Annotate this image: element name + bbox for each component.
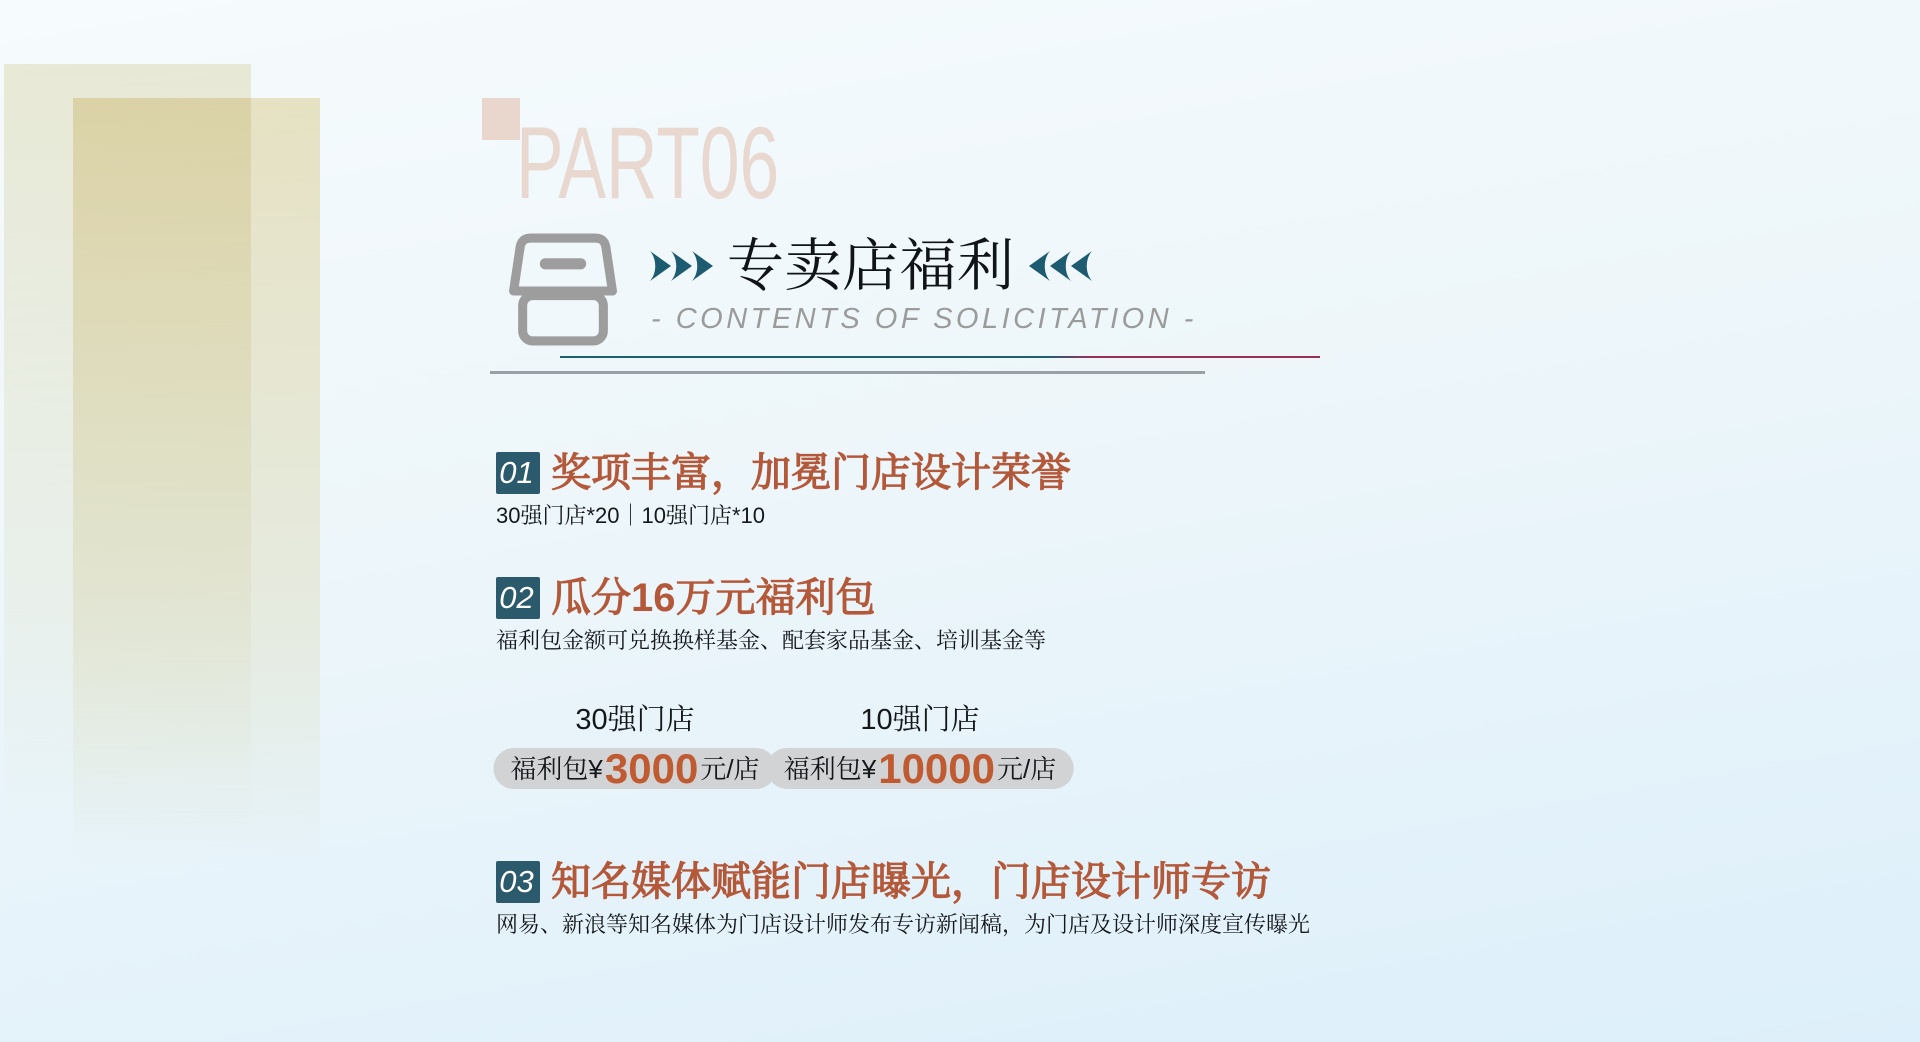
- package-top10: [767, 703, 1074, 792]
- section-02-desc: 福利包金额可兑换换样基金、配套家品基金、培训基金等: [496, 628, 1047, 653]
- section-01-desc: 30强门店*20｜10强门店*10: [496, 503, 766, 528]
- decor-rect-right: [73, 98, 320, 868]
- package-top30-suffix: 元/店: [700, 753, 760, 784]
- page-subtitle: - CONTENTS OF SOLICITATION -: [651, 303, 1197, 335]
- package-top30-pill: [493, 744, 776, 792]
- section-03-heading: 知名媒体赋能门店曝光，门店设计师专访: [551, 860, 1271, 904]
- part-number: PART06: [516, 106, 780, 220]
- section-01-heading: 奖项丰富，加冕门店设计荣誉: [551, 451, 1071, 495]
- section-02-heading: 瓜分16万元福利包: [551, 576, 876, 620]
- package-top10-tier: 10强门店: [860, 704, 980, 736]
- section-03-badge: 03: [496, 861, 540, 903]
- page-title: 专卖店福利: [727, 233, 1015, 298]
- section-03-desc: 网易、新浪等知名媒体为门店设计师发布专访新闻稿，为门店及设计师深度宣传曝光: [496, 912, 1311, 937]
- accent-divider: [560, 356, 1320, 358]
- package-top30: [493, 703, 776, 792]
- decor-square: [482, 98, 520, 140]
- package-top30-tier: 30强门店: [575, 704, 695, 736]
- package-top10-prefix: 福利包¥: [783, 753, 877, 784]
- package-top10-pill: [767, 744, 1074, 792]
- arrows-right-icon: [650, 249, 714, 283]
- section-02-badge: 02: [496, 577, 540, 619]
- gray-divider: [490, 371, 1205, 374]
- package-top30-amount: 3000: [604, 744, 699, 792]
- package-top30-prefix: 福利包¥: [510, 753, 603, 784]
- box-slot: [540, 258, 586, 269]
- section-01-badge: 01: [496, 452, 540, 494]
- package-top10-suffix: 元/店: [997, 753, 1057, 784]
- section-title-row: [650, 234, 1092, 298]
- arrows-left-icon: [1028, 249, 1092, 283]
- package-top10-amount: 10000: [878, 744, 996, 792]
- prize-box-icon: [492, 231, 634, 346]
